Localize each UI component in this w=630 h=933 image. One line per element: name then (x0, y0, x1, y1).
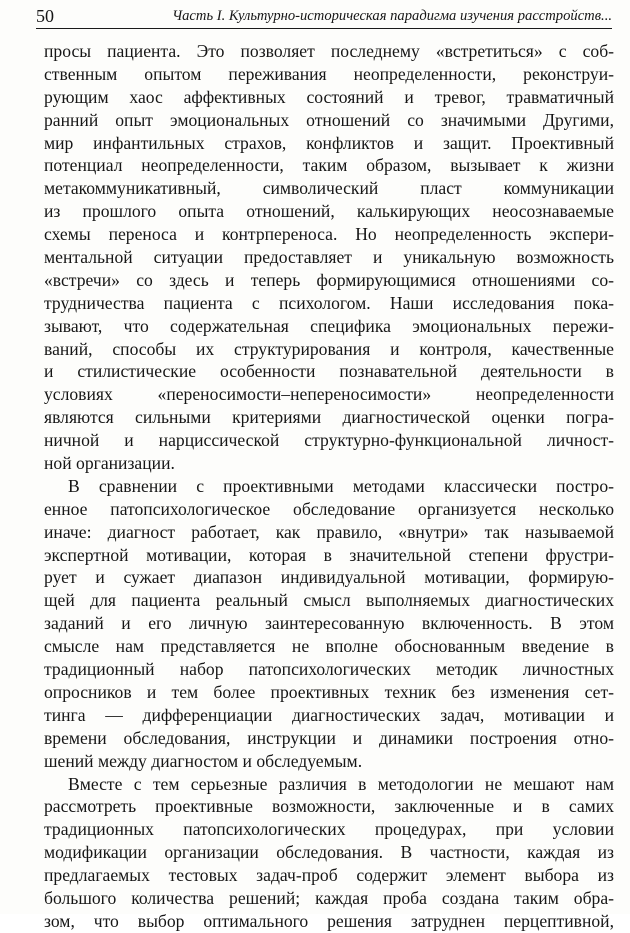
text-line: и стилистические особенности познавательной деятельности в (44, 361, 614, 382)
text-line: традиционный набор патопсихологических методик личностных (44, 659, 614, 680)
text-line: условиях «переносимости–непереносимости» неопределенности (44, 384, 614, 405)
page-header (36, 4, 612, 29)
text-line: рующим хаос аффективных состояний и тревог, травматичный (44, 86, 614, 107)
body-text (44, 40, 614, 933)
text-line: предлагаемых тестовых задач-проб содержит элемент выбора из (44, 865, 614, 886)
paragraph (44, 40, 614, 475)
running-head: Часть I. Культурно-историческая парадигма изучения расстройств... (172, 8, 612, 24)
text-line: заданий и его личную заинтересованную включенность. В этом (44, 613, 614, 634)
text-line: большого количества решений; каждая проба создана таким обра- (44, 887, 614, 908)
text-line: енное патопсихологическое обследование организуется несколько (44, 498, 614, 519)
text-line: опросников и тем более проективных техник без изменения сет- (44, 681, 614, 702)
text-line: просы пациента. Это позволяет последнему «встретиться» с соб- (44, 41, 614, 61)
text-line: рует и сужает диапазон индивидуальной мотивации, формирую- (44, 567, 614, 588)
text-line: мир инфантильных страхов, конфликтов и защит. Проективный (44, 132, 614, 153)
text-line: ственным опытом переживания неопределенности, реконструи- (44, 63, 614, 84)
text-line: схемы переноса и контрпереноса. Но неопределенность экспери- (44, 224, 614, 245)
paragraph (44, 773, 614, 933)
text-line: рассмотреть проективные возможности, заключенные и в самих (44, 796, 614, 817)
text-line: из прошлого опыта отношений, калькирующих неосознаваемые (44, 201, 614, 222)
text-line: являются сильными критериями диагностической оценки погра- (44, 407, 614, 428)
text-line: потенциал неопределенности, таким образом, вызывает к жизни (44, 155, 614, 176)
text-line: шений между диагностом и обследуемым. (44, 750, 363, 771)
text-line: зом, что выбор оптимального решения затруднен перцептивной, (44, 910, 614, 931)
text-line: трудничества пациента с психологом. Наши исследования пока- (44, 292, 614, 313)
text-line: времени обследования, инструкции и динамики построения отно- (44, 727, 614, 748)
text-line: тинга — дифференциации диагностических задач, мотивации и (44, 704, 614, 725)
page-number: 50 (36, 6, 54, 26)
text-line: щей для пациента реальный смысл выполняемых диагностических (44, 590, 614, 611)
text-line: ничной и нарциссической структурно-функциональной личност- (44, 430, 614, 451)
text-line: традиционных патопсихологических процедурах, при условии (44, 819, 614, 840)
text-line: модификации организации обследования. В частности, каждая из (44, 842, 614, 863)
text-line: экспертной мотивации, которая в значительной степени фрустри- (44, 544, 614, 565)
text-line: метакоммуникативный, символический пласт коммуникации (44, 178, 614, 199)
text-line: «встречи» со здесь и теперь формирующимися отношениями со- (44, 269, 614, 290)
text-line: ной организации. (44, 453, 175, 474)
text-line: ваний, способы их структурирования и контроля, качественные (44, 338, 614, 359)
text-line: иначе: диагност работает, как правило, «внутри» так называемой (44, 521, 614, 542)
paragraph (44, 475, 614, 773)
text-line: зывают, что содержательная специфика эмоциональных пережи- (44, 315, 614, 336)
text-line: В сравнении с проективными методами классически постро- (68, 475, 614, 496)
text-line: смысле нам представляется не вполне обоснованным введение в (44, 636, 614, 657)
text-line: ранний опыт эмоциональных отношений со значимыми Другими, (44, 109, 614, 130)
text-line: ментальной ситуации предоставляет и уникальную возможность (44, 247, 614, 268)
text-line: Вместе с тем серьезные различия в методологии не мешают нам (68, 773, 614, 794)
